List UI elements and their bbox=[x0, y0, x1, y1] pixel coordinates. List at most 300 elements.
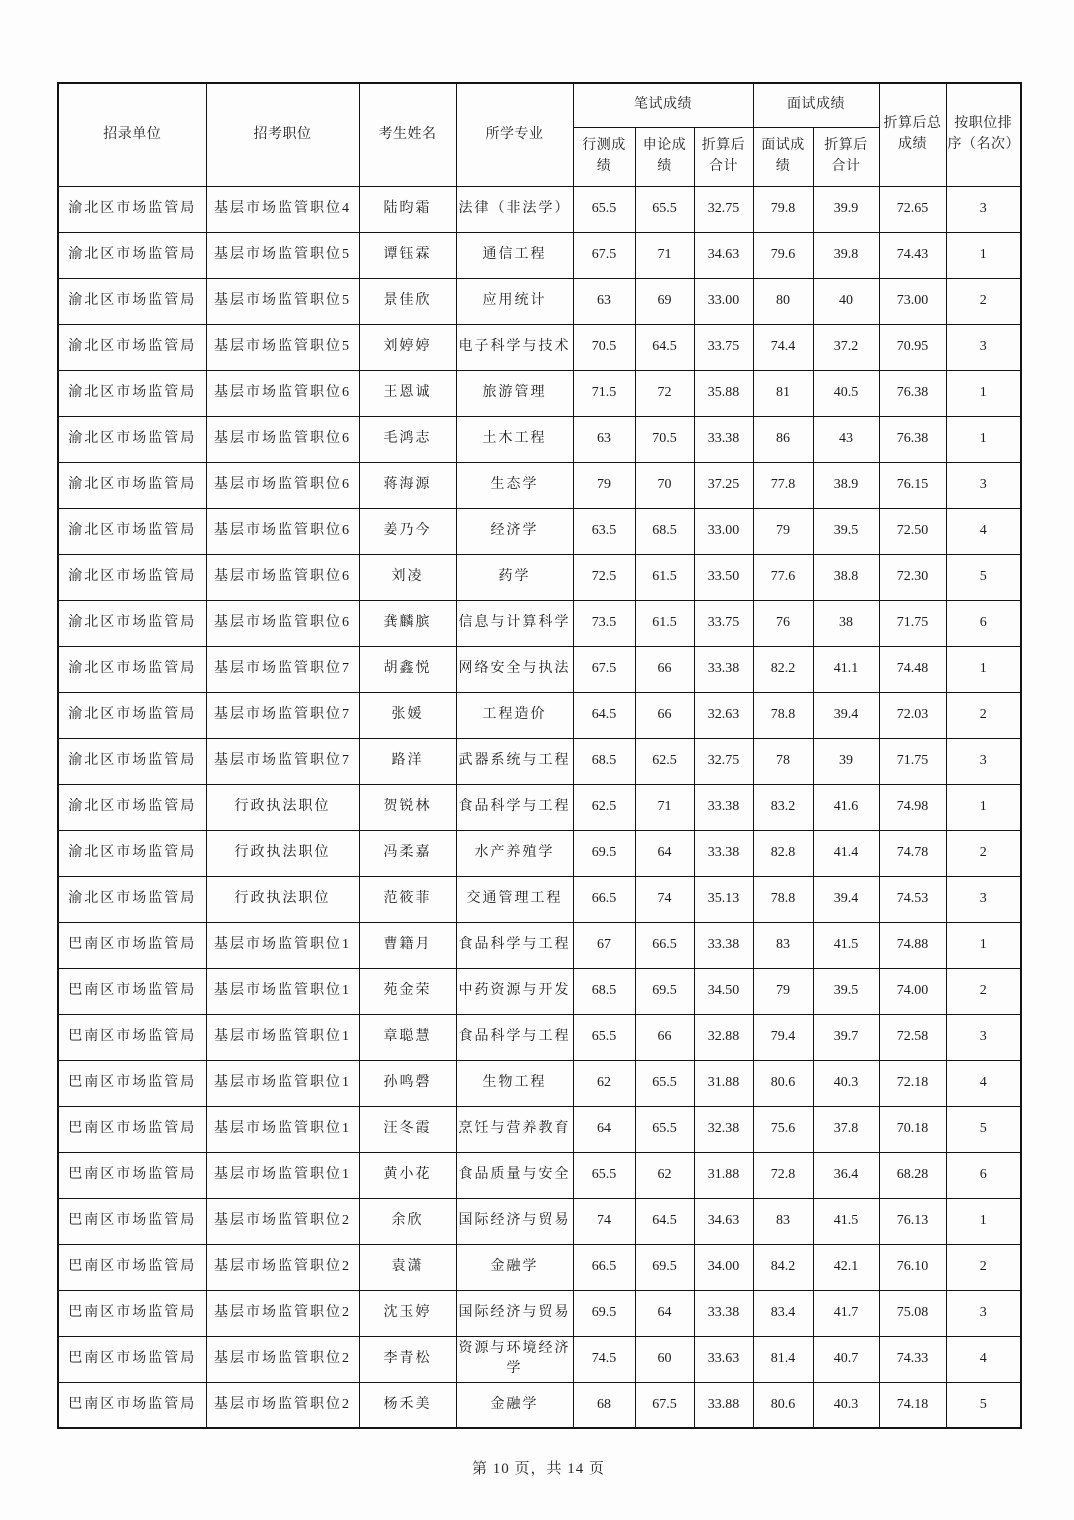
cell-unit: 巴南区市场监管局 bbox=[58, 1014, 206, 1060]
cell-rank: 2 bbox=[946, 278, 1021, 324]
cell-shenlun-score: 69.5 bbox=[635, 968, 694, 1014]
cell-position: 行政执法职位 bbox=[206, 876, 359, 922]
cell-total-score: 74.88 bbox=[879, 922, 946, 968]
cell-total-score: 76.38 bbox=[879, 370, 946, 416]
cell-shenlun-score: 70.5 bbox=[635, 416, 694, 462]
cell-interview-score: 76 bbox=[753, 600, 813, 646]
cell-written-converted: 33.38 bbox=[694, 416, 753, 462]
cell-rank: 1 bbox=[946, 922, 1021, 968]
table-row bbox=[58, 692, 1021, 738]
cell-major: 药学 bbox=[456, 554, 573, 600]
cell-total-score: 72.50 bbox=[879, 508, 946, 554]
cell-rank: 4 bbox=[946, 1060, 1021, 1106]
cell-name: 苑金荣 bbox=[359, 968, 456, 1014]
cell-xingce-score: 69.5 bbox=[573, 1290, 635, 1336]
cell-total-score: 74.53 bbox=[879, 876, 946, 922]
cell-total-score: 74.98 bbox=[879, 784, 946, 830]
cell-interview-score: 82.8 bbox=[753, 830, 813, 876]
cell-total-score: 70.95 bbox=[879, 324, 946, 370]
cell-rank: 4 bbox=[946, 508, 1021, 554]
cell-interview-score: 78 bbox=[753, 738, 813, 784]
cell-rank: 1 bbox=[946, 416, 1021, 462]
cell-xingce-score: 64.5 bbox=[573, 692, 635, 738]
cell-rank: 3 bbox=[946, 186, 1021, 232]
cell-written-converted: 33.38 bbox=[694, 784, 753, 830]
cell-shenlun-score: 64.5 bbox=[635, 1198, 694, 1244]
cell-position: 基层市场监管职位4 bbox=[206, 186, 359, 232]
cell-written-converted: 33.00 bbox=[694, 508, 753, 554]
cell-shenlun-score: 65.5 bbox=[635, 1060, 694, 1106]
cell-xingce-score: 63.5 bbox=[573, 508, 635, 554]
cell-interview-converted: 41.7 bbox=[813, 1290, 879, 1336]
cell-rank: 5 bbox=[946, 1106, 1021, 1152]
cell-unit: 巴南区市场监管局 bbox=[58, 922, 206, 968]
cell-shenlun-score: 69.5 bbox=[635, 1244, 694, 1290]
table-row bbox=[58, 1060, 1021, 1106]
cell-name: 陆昀霜 bbox=[359, 186, 456, 232]
cell-written-converted: 33.88 bbox=[694, 1382, 753, 1428]
cell-major: 中药资源与开发 bbox=[456, 968, 573, 1014]
cell-rank: 2 bbox=[946, 830, 1021, 876]
cell-interview-converted: 38.9 bbox=[813, 462, 879, 508]
cell-shenlun-score: 65.5 bbox=[635, 1106, 694, 1152]
cell-position: 基层市场监管职位1 bbox=[206, 1060, 359, 1106]
cell-name: 沈玉婷 bbox=[359, 1290, 456, 1336]
cell-position: 基层市场监管职位1 bbox=[206, 1014, 359, 1060]
header-interview-converted-subtotal: 折算后合计 bbox=[813, 127, 879, 186]
cell-interview-score: 83 bbox=[753, 1198, 813, 1244]
cell-total-score: 72.18 bbox=[879, 1060, 946, 1106]
cell-written-converted: 31.88 bbox=[694, 1152, 753, 1198]
cell-name: 胡鑫悦 bbox=[359, 646, 456, 692]
cell-rank: 5 bbox=[946, 1382, 1021, 1428]
cell-unit: 渝北区市场监管局 bbox=[58, 324, 206, 370]
cell-unit: 巴南区市场监管局 bbox=[58, 1290, 206, 1336]
cell-total-score: 71.75 bbox=[879, 600, 946, 646]
table-row bbox=[58, 968, 1021, 1014]
cell-name: 毛鸿志 bbox=[359, 416, 456, 462]
table-row bbox=[58, 784, 1021, 830]
cell-position: 基层市场监管职位6 bbox=[206, 416, 359, 462]
cell-shenlun-score: 74 bbox=[635, 876, 694, 922]
cell-shenlun-score: 61.5 bbox=[635, 600, 694, 646]
cell-position: 基层市场监管职位2 bbox=[206, 1336, 359, 1382]
cell-shenlun-score: 64 bbox=[635, 1290, 694, 1336]
header-group-written-test: 笔试成绩 bbox=[573, 83, 753, 127]
cell-interview-score: 79 bbox=[753, 968, 813, 1014]
cell-name: 路洋 bbox=[359, 738, 456, 784]
cell-shenlun-score: 66 bbox=[635, 1014, 694, 1060]
cell-position: 行政执法职位 bbox=[206, 830, 359, 876]
cell-major: 国际经济与贸易 bbox=[456, 1198, 573, 1244]
cell-interview-score: 83.4 bbox=[753, 1290, 813, 1336]
table-row bbox=[58, 1106, 1021, 1152]
cell-position: 基层市场监管职位1 bbox=[206, 968, 359, 1014]
table-body bbox=[58, 186, 1021, 1428]
cell-written-converted: 34.63 bbox=[694, 1198, 753, 1244]
cell-written-converted: 32.38 bbox=[694, 1106, 753, 1152]
cell-interview-score: 77.8 bbox=[753, 462, 813, 508]
cell-name: 刘婷婷 bbox=[359, 324, 456, 370]
cell-interview-converted: 43 bbox=[813, 416, 879, 462]
cell-shenlun-score: 62 bbox=[635, 1152, 694, 1198]
table-row bbox=[58, 1290, 1021, 1336]
cell-interview-converted: 41.6 bbox=[813, 784, 879, 830]
cell-major: 资源与环境经济学 bbox=[456, 1336, 573, 1382]
cell-position: 基层市场监管职位5 bbox=[206, 232, 359, 278]
cell-interview-score: 75.6 bbox=[753, 1106, 813, 1152]
cell-major: 水产养殖学 bbox=[456, 830, 573, 876]
cell-total-score: 72.30 bbox=[879, 554, 946, 600]
cell-interview-converted: 40.3 bbox=[813, 1060, 879, 1106]
cell-written-converted: 34.00 bbox=[694, 1244, 753, 1290]
table-row bbox=[58, 876, 1021, 922]
cell-unit: 巴南区市场监管局 bbox=[58, 968, 206, 1014]
cell-rank: 1 bbox=[946, 646, 1021, 692]
cell-rank: 3 bbox=[946, 324, 1021, 370]
cell-interview-score: 86 bbox=[753, 416, 813, 462]
cell-written-converted: 31.88 bbox=[694, 1060, 753, 1106]
cell-major: 经济学 bbox=[456, 508, 573, 554]
cell-xingce-score: 62.5 bbox=[573, 784, 635, 830]
cell-total-score: 74.48 bbox=[879, 646, 946, 692]
table-row bbox=[58, 370, 1021, 416]
cell-major: 法律（非法学） bbox=[456, 186, 573, 232]
cell-major: 交通管理工程 bbox=[456, 876, 573, 922]
cell-total-score: 74.00 bbox=[879, 968, 946, 1014]
cell-shenlun-score: 65.5 bbox=[635, 186, 694, 232]
cell-rank: 1 bbox=[946, 370, 1021, 416]
cell-name: 冯柔嘉 bbox=[359, 830, 456, 876]
cell-xingce-score: 68.5 bbox=[573, 738, 635, 784]
cell-unit: 渝北区市场监管局 bbox=[58, 508, 206, 554]
cell-position: 基层市场监管职位1 bbox=[206, 1106, 359, 1152]
cell-name: 余欣 bbox=[359, 1198, 456, 1244]
cell-position: 基层市场监管职位6 bbox=[206, 508, 359, 554]
cell-interview-converted: 42.1 bbox=[813, 1244, 879, 1290]
table-row bbox=[58, 278, 1021, 324]
cell-written-converted: 37.25 bbox=[694, 462, 753, 508]
cell-xingce-score: 66.5 bbox=[573, 1244, 635, 1290]
cell-xingce-score: 65.5 bbox=[573, 1152, 635, 1198]
cell-interview-converted: 39.4 bbox=[813, 692, 879, 738]
cell-shenlun-score: 60 bbox=[635, 1336, 694, 1382]
cell-xingce-score: 63 bbox=[573, 278, 635, 324]
cell-name: 袁潇 bbox=[359, 1244, 456, 1290]
cell-major: 食品科学与工程 bbox=[456, 922, 573, 968]
header-position: 招考职位 bbox=[206, 83, 359, 186]
table-row bbox=[58, 1382, 1021, 1428]
cell-shenlun-score: 67.5 bbox=[635, 1382, 694, 1428]
header-xingce-score: 行测成绩 bbox=[573, 127, 635, 186]
table-row bbox=[58, 324, 1021, 370]
cell-major: 土木工程 bbox=[456, 416, 573, 462]
cell-xingce-score: 65.5 bbox=[573, 1014, 635, 1060]
cell-position: 基层市场监管职位2 bbox=[206, 1244, 359, 1290]
cell-rank: 4 bbox=[946, 1336, 1021, 1382]
cell-name: 杨禾美 bbox=[359, 1382, 456, 1428]
cell-major: 应用统计 bbox=[456, 278, 573, 324]
cell-shenlun-score: 70 bbox=[635, 462, 694, 508]
cell-xingce-score: 62 bbox=[573, 1060, 635, 1106]
cell-shenlun-score: 71 bbox=[635, 232, 694, 278]
cell-rank: 5 bbox=[946, 554, 1021, 600]
cell-major: 生物工程 bbox=[456, 1060, 573, 1106]
cell-name: 黄小花 bbox=[359, 1152, 456, 1198]
cell-written-converted: 33.38 bbox=[694, 830, 753, 876]
cell-major: 通信工程 bbox=[456, 232, 573, 278]
cell-xingce-score: 68.5 bbox=[573, 968, 635, 1014]
table-row bbox=[58, 232, 1021, 278]
cell-position: 基层市场监管职位1 bbox=[206, 922, 359, 968]
cell-interview-converted: 39.5 bbox=[813, 508, 879, 554]
cell-total-score: 71.75 bbox=[879, 738, 946, 784]
header-interview-score: 面试成绩 bbox=[753, 127, 813, 186]
cell-xingce-score: 65.5 bbox=[573, 186, 635, 232]
cell-position: 基层市场监管职位6 bbox=[206, 600, 359, 646]
cell-unit: 渝北区市场监管局 bbox=[58, 646, 206, 692]
cell-rank: 1 bbox=[946, 232, 1021, 278]
cell-total-score: 74.18 bbox=[879, 1382, 946, 1428]
cell-position: 基层市场监管职位7 bbox=[206, 646, 359, 692]
cell-written-converted: 32.88 bbox=[694, 1014, 753, 1060]
cell-interview-converted: 39 bbox=[813, 738, 879, 784]
table-row bbox=[58, 600, 1021, 646]
cell-xingce-score: 70.5 bbox=[573, 324, 635, 370]
cell-interview-converted: 39.8 bbox=[813, 232, 879, 278]
cell-unit: 渝北区市场监管局 bbox=[58, 232, 206, 278]
cell-interview-converted: 40.7 bbox=[813, 1336, 879, 1382]
cell-unit: 渝北区市场监管局 bbox=[58, 830, 206, 876]
cell-written-converted: 33.00 bbox=[694, 278, 753, 324]
cell-name: 景佳欣 bbox=[359, 278, 456, 324]
cell-interview-converted: 37.8 bbox=[813, 1106, 879, 1152]
cell-written-converted: 32.75 bbox=[694, 738, 753, 784]
cell-interview-score: 79 bbox=[753, 508, 813, 554]
cell-written-converted: 33.75 bbox=[694, 600, 753, 646]
cell-interview-score: 80.6 bbox=[753, 1382, 813, 1428]
header-written-converted-subtotal: 折算后合计 bbox=[694, 127, 753, 186]
cell-position: 基层市场监管职位7 bbox=[206, 692, 359, 738]
cell-interview-converted: 40 bbox=[813, 278, 879, 324]
cell-name: 汪冬霞 bbox=[359, 1106, 456, 1152]
cell-xingce-score: 74 bbox=[573, 1198, 635, 1244]
cell-position: 基层市场监管职位2 bbox=[206, 1290, 359, 1336]
header-group-interview: 面试成绩 bbox=[753, 83, 879, 127]
cell-rank: 3 bbox=[946, 876, 1021, 922]
cell-rank: 6 bbox=[946, 600, 1021, 646]
cell-total-score: 73.00 bbox=[879, 278, 946, 324]
cell-total-score: 72.65 bbox=[879, 186, 946, 232]
cell-interview-converted: 41.5 bbox=[813, 922, 879, 968]
cell-position: 行政执法职位 bbox=[206, 784, 359, 830]
cell-xingce-score: 63 bbox=[573, 416, 635, 462]
cell-unit: 渝北区市场监管局 bbox=[58, 784, 206, 830]
table-row bbox=[58, 1014, 1021, 1060]
cell-major: 食品科学与工程 bbox=[456, 1014, 573, 1060]
cell-major: 武器系统与工程 bbox=[456, 738, 573, 784]
cell-rank: 1 bbox=[946, 1198, 1021, 1244]
cell-written-converted: 32.63 bbox=[694, 692, 753, 738]
cell-name: 刘凌 bbox=[359, 554, 456, 600]
table-row bbox=[58, 922, 1021, 968]
header-recruiting-unit: 招录单位 bbox=[58, 83, 206, 186]
cell-interview-score: 82.2 bbox=[753, 646, 813, 692]
cell-major: 网络安全与执法 bbox=[456, 646, 573, 692]
cell-shenlun-score: 66 bbox=[635, 692, 694, 738]
cell-shenlun-score: 66 bbox=[635, 646, 694, 692]
cell-interview-converted: 41.4 bbox=[813, 830, 879, 876]
cell-rank: 3 bbox=[946, 462, 1021, 508]
cell-interview-score: 79.4 bbox=[753, 1014, 813, 1060]
cell-interview-score: 77.6 bbox=[753, 554, 813, 600]
cell-unit: 巴南区市场监管局 bbox=[58, 1336, 206, 1382]
cell-written-converted: 34.63 bbox=[694, 232, 753, 278]
cell-total-score: 76.15 bbox=[879, 462, 946, 508]
cell-rank: 2 bbox=[946, 968, 1021, 1014]
cell-interview-converted: 40.5 bbox=[813, 370, 879, 416]
cell-unit: 渝北区市场监管局 bbox=[58, 278, 206, 324]
table-row bbox=[58, 830, 1021, 876]
cell-unit: 渝北区市场监管局 bbox=[58, 462, 206, 508]
table-header bbox=[58, 83, 1021, 186]
cell-major: 信息与计算科学 bbox=[456, 600, 573, 646]
cell-name: 范筱菲 bbox=[359, 876, 456, 922]
table-row bbox=[58, 186, 1021, 232]
cell-interview-score: 81 bbox=[753, 370, 813, 416]
cell-interview-score: 78.8 bbox=[753, 692, 813, 738]
cell-xingce-score: 67.5 bbox=[573, 646, 635, 692]
cell-position: 基层市场监管职位7 bbox=[206, 738, 359, 784]
cell-xingce-score: 67.5 bbox=[573, 232, 635, 278]
cell-rank: 6 bbox=[946, 1152, 1021, 1198]
cell-interview-score: 80.6 bbox=[753, 1060, 813, 1106]
cell-interview-score: 78.8 bbox=[753, 876, 813, 922]
cell-unit: 巴南区市场监管局 bbox=[58, 1106, 206, 1152]
cell-position: 基层市场监管职位2 bbox=[206, 1382, 359, 1428]
cell-rank: 3 bbox=[946, 1290, 1021, 1336]
cell-interview-score: 72.8 bbox=[753, 1152, 813, 1198]
cell-major: 生态学 bbox=[456, 462, 573, 508]
cell-unit: 渝北区市场监管局 bbox=[58, 738, 206, 784]
cell-name: 贺锐林 bbox=[359, 784, 456, 830]
cell-interview-score: 79.8 bbox=[753, 186, 813, 232]
cell-xingce-score: 71.5 bbox=[573, 370, 635, 416]
header-converted-total: 折算后总成绩 bbox=[879, 83, 946, 186]
cell-total-score: 74.33 bbox=[879, 1336, 946, 1382]
score-table bbox=[57, 82, 1022, 1429]
cell-written-converted: 33.63 bbox=[694, 1336, 753, 1382]
cell-interview-converted: 39.7 bbox=[813, 1014, 879, 1060]
cell-major: 烹饪与营养教育 bbox=[456, 1106, 573, 1152]
page-number-footer: 第 10 页，共 14 页 bbox=[471, 1461, 605, 1477]
cell-interview-converted: 41.1 bbox=[813, 646, 879, 692]
cell-xingce-score: 79 bbox=[573, 462, 635, 508]
cell-name: 蒋海源 bbox=[359, 462, 456, 508]
cell-xingce-score: 68 bbox=[573, 1382, 635, 1428]
cell-major: 旅游管理 bbox=[456, 370, 573, 416]
cell-interview-converted: 38.8 bbox=[813, 554, 879, 600]
cell-unit: 巴南区市场监管局 bbox=[58, 1244, 206, 1290]
cell-shenlun-score: 66.5 bbox=[635, 922, 694, 968]
cell-name: 章聪慧 bbox=[359, 1014, 456, 1060]
cell-unit: 巴南区市场监管局 bbox=[58, 1060, 206, 1106]
table-row bbox=[58, 554, 1021, 600]
cell-total-score: 74.78 bbox=[879, 830, 946, 876]
cell-shenlun-score: 69 bbox=[635, 278, 694, 324]
cell-position: 基层市场监管职位1 bbox=[206, 1152, 359, 1198]
cell-position: 基层市场监管职位6 bbox=[206, 462, 359, 508]
cell-major: 食品质量与安全 bbox=[456, 1152, 573, 1198]
cell-major: 金融学 bbox=[456, 1382, 573, 1428]
cell-name: 龚麟膑 bbox=[359, 600, 456, 646]
cell-interview-score: 80 bbox=[753, 278, 813, 324]
table-row bbox=[58, 508, 1021, 554]
cell-rank: 3 bbox=[946, 738, 1021, 784]
cell-total-score: 76.13 bbox=[879, 1198, 946, 1244]
cell-total-score: 76.10 bbox=[879, 1244, 946, 1290]
header-candidate-name: 考生姓名 bbox=[359, 83, 456, 186]
cell-interview-score: 84.2 bbox=[753, 1244, 813, 1290]
header-major: 所学专业 bbox=[456, 83, 573, 186]
cell-name: 张媛 bbox=[359, 692, 456, 738]
cell-written-converted: 33.50 bbox=[694, 554, 753, 600]
cell-written-converted: 33.38 bbox=[694, 1290, 753, 1336]
cell-xingce-score: 73.5 bbox=[573, 600, 635, 646]
cell-shenlun-score: 64.5 bbox=[635, 324, 694, 370]
cell-interview-converted: 39.9 bbox=[813, 186, 879, 232]
cell-unit: 渝北区市场监管局 bbox=[58, 416, 206, 462]
cell-interview-converted: 38 bbox=[813, 600, 879, 646]
cell-total-score: 70.18 bbox=[879, 1106, 946, 1152]
cell-position: 基层市场监管职位5 bbox=[206, 278, 359, 324]
header-shenlun-score: 申论成绩 bbox=[635, 127, 694, 186]
cell-interview-score: 81.4 bbox=[753, 1336, 813, 1382]
table-row bbox=[58, 1244, 1021, 1290]
cell-shenlun-score: 64 bbox=[635, 830, 694, 876]
cell-position: 基层市场监管职位6 bbox=[206, 370, 359, 416]
cell-major: 电子科学与技术 bbox=[456, 324, 573, 370]
cell-shenlun-score: 61.5 bbox=[635, 554, 694, 600]
cell-unit: 渝北区市场监管局 bbox=[58, 554, 206, 600]
cell-total-score: 76.38 bbox=[879, 416, 946, 462]
cell-unit: 巴南区市场监管局 bbox=[58, 1152, 206, 1198]
cell-xingce-score: 66.5 bbox=[573, 876, 635, 922]
cell-interview-score: 74.4 bbox=[753, 324, 813, 370]
cell-interview-converted: 39.5 bbox=[813, 968, 879, 1014]
cell-xingce-score: 69.5 bbox=[573, 830, 635, 876]
cell-interview-converted: 37.2 bbox=[813, 324, 879, 370]
cell-written-converted: 34.50 bbox=[694, 968, 753, 1014]
cell-shenlun-score: 72 bbox=[635, 370, 694, 416]
cell-name: 姜乃今 bbox=[359, 508, 456, 554]
cell-rank: 2 bbox=[946, 1244, 1021, 1290]
cell-position: 基层市场监管职位5 bbox=[206, 324, 359, 370]
cell-unit: 巴南区市场监管局 bbox=[58, 1382, 206, 1428]
cell-total-score: 72.58 bbox=[879, 1014, 946, 1060]
cell-unit: 巴南区市场监管局 bbox=[58, 1198, 206, 1244]
cell-unit: 渝北区市场监管局 bbox=[58, 186, 206, 232]
cell-interview-converted: 36.4 bbox=[813, 1152, 879, 1198]
cell-name: 李青松 bbox=[359, 1336, 456, 1382]
cell-unit: 渝北区市场监管局 bbox=[58, 692, 206, 738]
table-row bbox=[58, 416, 1021, 462]
cell-position: 基层市场监管职位6 bbox=[206, 554, 359, 600]
cell-unit: 渝北区市场监管局 bbox=[58, 370, 206, 416]
cell-written-converted: 35.88 bbox=[694, 370, 753, 416]
cell-major: 食品科学与工程 bbox=[456, 784, 573, 830]
cell-interview-score: 83.2 bbox=[753, 784, 813, 830]
